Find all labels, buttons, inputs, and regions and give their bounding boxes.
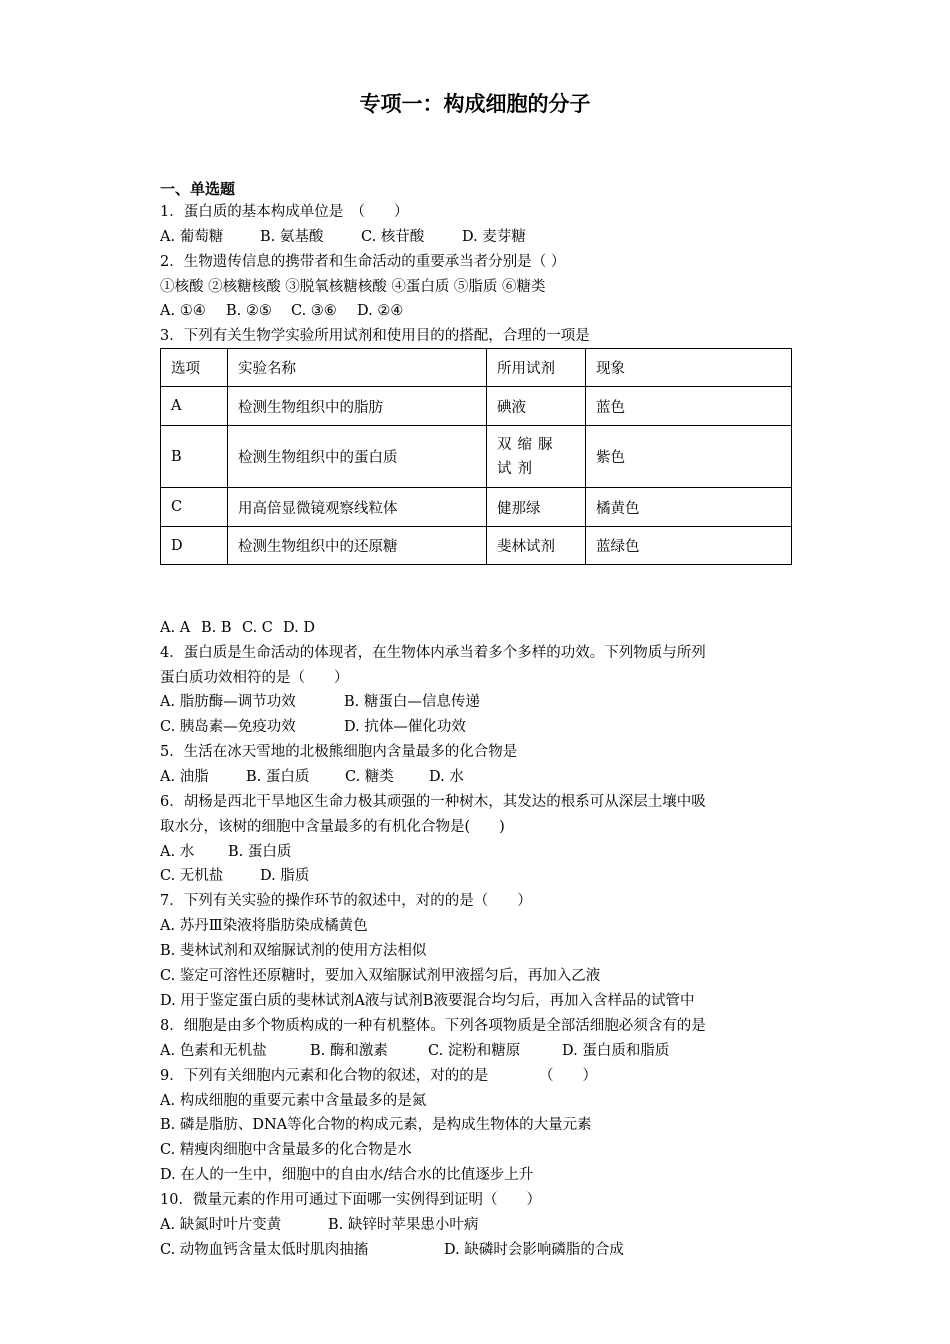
q1-option-c: C. 核苷酸 <box>361 229 425 245</box>
q3-option-a: A. A <box>160 620 191 636</box>
table-cell: 斐林试剂 <box>487 527 586 565</box>
q10-options-row2 <box>160 1240 624 1260</box>
q6-option-a: A. 水 <box>160 844 195 860</box>
table-cell: 双缩脲试剂 <box>487 426 586 488</box>
q3-option-d: D. D <box>283 620 315 636</box>
page-title: 专项一：构成细胞的分子 <box>359 92 591 116</box>
q7-option-c: C. 鉴定可溶性还原糖时，要加入双缩脲试剂甲液摇匀后，再加入乙液 <box>160 968 601 984</box>
table-cell: 用高倍显微镜观察线粒体 <box>228 488 487 527</box>
q8-option-a: A. 色素和无机盐 <box>160 1043 267 1059</box>
q4-options-row1 <box>160 692 480 712</box>
q5-option-d: D. 水 <box>429 769 464 785</box>
q1-options <box>160 227 526 247</box>
q8-option-c: C. 淀粉和糖原 <box>428 1043 521 1059</box>
q6-option-d: D. 脂质 <box>260 868 310 884</box>
q6-option-c: C. 无机盐 <box>160 868 224 884</box>
table-row <box>161 488 792 527</box>
q9-option-a: A. 构成细胞的重要元素中含量最多的是氮 <box>160 1093 427 1109</box>
table-cell: 检测生物组织中的蛋白质 <box>228 426 487 488</box>
table-cell: A <box>161 387 228 426</box>
table-header: 现象 <box>586 349 792 387</box>
q2-options <box>160 301 403 321</box>
q5-options <box>160 767 464 787</box>
q4-stem-line2: 蛋白质功效相符的是（ ） <box>160 670 349 686</box>
q3-options <box>160 618 315 638</box>
q6-option-b: B. 蛋白质 <box>228 844 292 860</box>
q2-option-d: D. ②④ <box>357 303 404 319</box>
q4-option-a: A. 脂肪酶—调节功效 <box>160 694 296 710</box>
q7-stem: 7．下列有关实验的操作环节的叙述中，对的的是（ ） <box>160 893 532 909</box>
q6-stem-line1: 6．胡杨是西北干旱地区生命力极其顽强的一种树木，其发达的根系可从深层土壤中吸 <box>160 794 706 810</box>
section-heading: 一、单选题 <box>160 180 236 198</box>
q9-option-b: B. 磷是脂肪、DNA等化合物的构成元素，是构成生物体的大量元素 <box>160 1117 592 1133</box>
q10-option-c: C. 动物血钙含量太低时肌肉抽搐 <box>160 1242 369 1258</box>
table-header-row <box>161 349 792 387</box>
q8-option-d: D. 蛋白质和脂质 <box>562 1043 670 1059</box>
q2-stem: 2．生物遗传信息的携带者和生命活动的重要承当者分别是（ ） <box>160 254 566 270</box>
q7-option-a: A. 苏丹Ⅲ染液将脂肪染成橘黄色 <box>160 918 368 934</box>
q4-option-b: B. 糖蛋白—信息传递 <box>344 694 480 710</box>
table-cell: C <box>161 488 228 527</box>
q5-option-a: A. 油脂 <box>160 769 209 785</box>
q1-stem: 1．蛋白质的基本构成单位是 （ ） <box>160 204 409 220</box>
q5-stem: 5．生活在冰天雪地的北极熊细胞内含量最多的化合物是 <box>160 744 518 760</box>
q2-items: ①核酸 ②核糖核酸 ③脱氧核糖核酸 ④蛋白质 ⑤脂质 ⑥糖类 <box>160 279 546 295</box>
q3-table <box>160 348 792 565</box>
q9-option-c: C. 精瘦肉细胞中含量最多的化合物是水 <box>160 1142 412 1158</box>
q10-option-b: B. 缺锌时苹果患小叶病 <box>328 1217 479 1233</box>
q7-option-b: B. 斐林试剂和双缩脲试剂的使用方法相似 <box>160 943 427 959</box>
table-cell: D <box>161 527 228 565</box>
table-header: 所用试剂 <box>487 349 586 387</box>
q3-stem: 3．下列有关生物学实验所用试剂和使用目的的搭配，合理的一项是 <box>160 328 590 344</box>
q2-option-b: B. ②⑤ <box>226 303 272 319</box>
q8-option-b: B. 酶和激素 <box>310 1043 388 1059</box>
q4-options-row2 <box>160 717 466 737</box>
q4-option-c: C. 胰岛素—免疫功效 <box>160 719 296 735</box>
table-cell: 橘黄色 <box>586 488 792 527</box>
q6-options-row1 <box>160 842 291 862</box>
q6-options-row2 <box>160 866 309 886</box>
q2-option-a: A. ①④ <box>160 303 206 319</box>
table-cell: 紫色 <box>586 426 792 488</box>
table-cell: 碘液 <box>487 387 586 426</box>
q1-option-b: B. 氨基酸 <box>260 229 324 245</box>
table-row <box>161 387 792 426</box>
q8-options <box>160 1041 669 1061</box>
q10-options-row1 <box>160 1215 478 1235</box>
q5-option-b: B. 蛋白质 <box>246 769 310 785</box>
table-row <box>161 426 792 488</box>
q1-option-a: A. 葡萄糖 <box>160 229 224 245</box>
table-header: 选项 <box>161 349 228 387</box>
table-cell: 蓝绿色 <box>586 527 792 565</box>
q5-option-c: C. 糖类 <box>345 769 394 785</box>
q10-option-d: D. 缺磷时会影响磷脂的合成 <box>444 1242 624 1258</box>
q1-option-d: D. 麦芽糖 <box>462 229 526 245</box>
table-cell: 检测生物组织中的脂肪 <box>228 387 487 426</box>
q3-option-b: B. B <box>201 620 232 636</box>
q4-stem-line1: 4．蛋白质是生命活动的体现者，在生物体内承当着多个多样的功效。下列物质与所列 <box>160 645 706 661</box>
q8-stem: 8．细胞是由多个物质构成的一种有机整体。下列各项物质是全部活细胞必须含有的是 <box>160 1018 706 1034</box>
q6-stem-line2: 取水分，该树的细胞中含量最多的有机化合物是( ) <box>160 819 505 835</box>
q10-option-a: A. 缺氮时叶片变黄 <box>160 1217 282 1233</box>
q9-option-d: D. 在人的一生中，细胞中的自由水/结合水的比值逐步上升 <box>160 1167 534 1183</box>
table-cell: 健那绿 <box>487 488 586 527</box>
q2-option-c: C. ③⑥ <box>291 303 337 319</box>
q10-stem: 10．微量元素的作用可通过下面哪一实例得到证明（ ） <box>160 1192 541 1208</box>
table-cell: 蓝色 <box>586 387 792 426</box>
q7-option-d: D. 用于鉴定蛋白质的斐林试剂A液与试剂B液要混合均匀后，再加入含样品的试管中 <box>160 993 695 1009</box>
table-row <box>161 527 792 565</box>
q9-stem: 9．下列有关细胞内元素和化合物的叙述，对的的是 （ ） <box>160 1068 597 1084</box>
table-cell: B <box>161 426 228 488</box>
table-cell: 检测生物组织中的还原糖 <box>228 527 487 565</box>
q4-option-d: D. 抗体—催化功效 <box>344 719 466 735</box>
table-header: 实验名称 <box>228 349 487 387</box>
q3-option-c: C. C <box>242 620 273 636</box>
